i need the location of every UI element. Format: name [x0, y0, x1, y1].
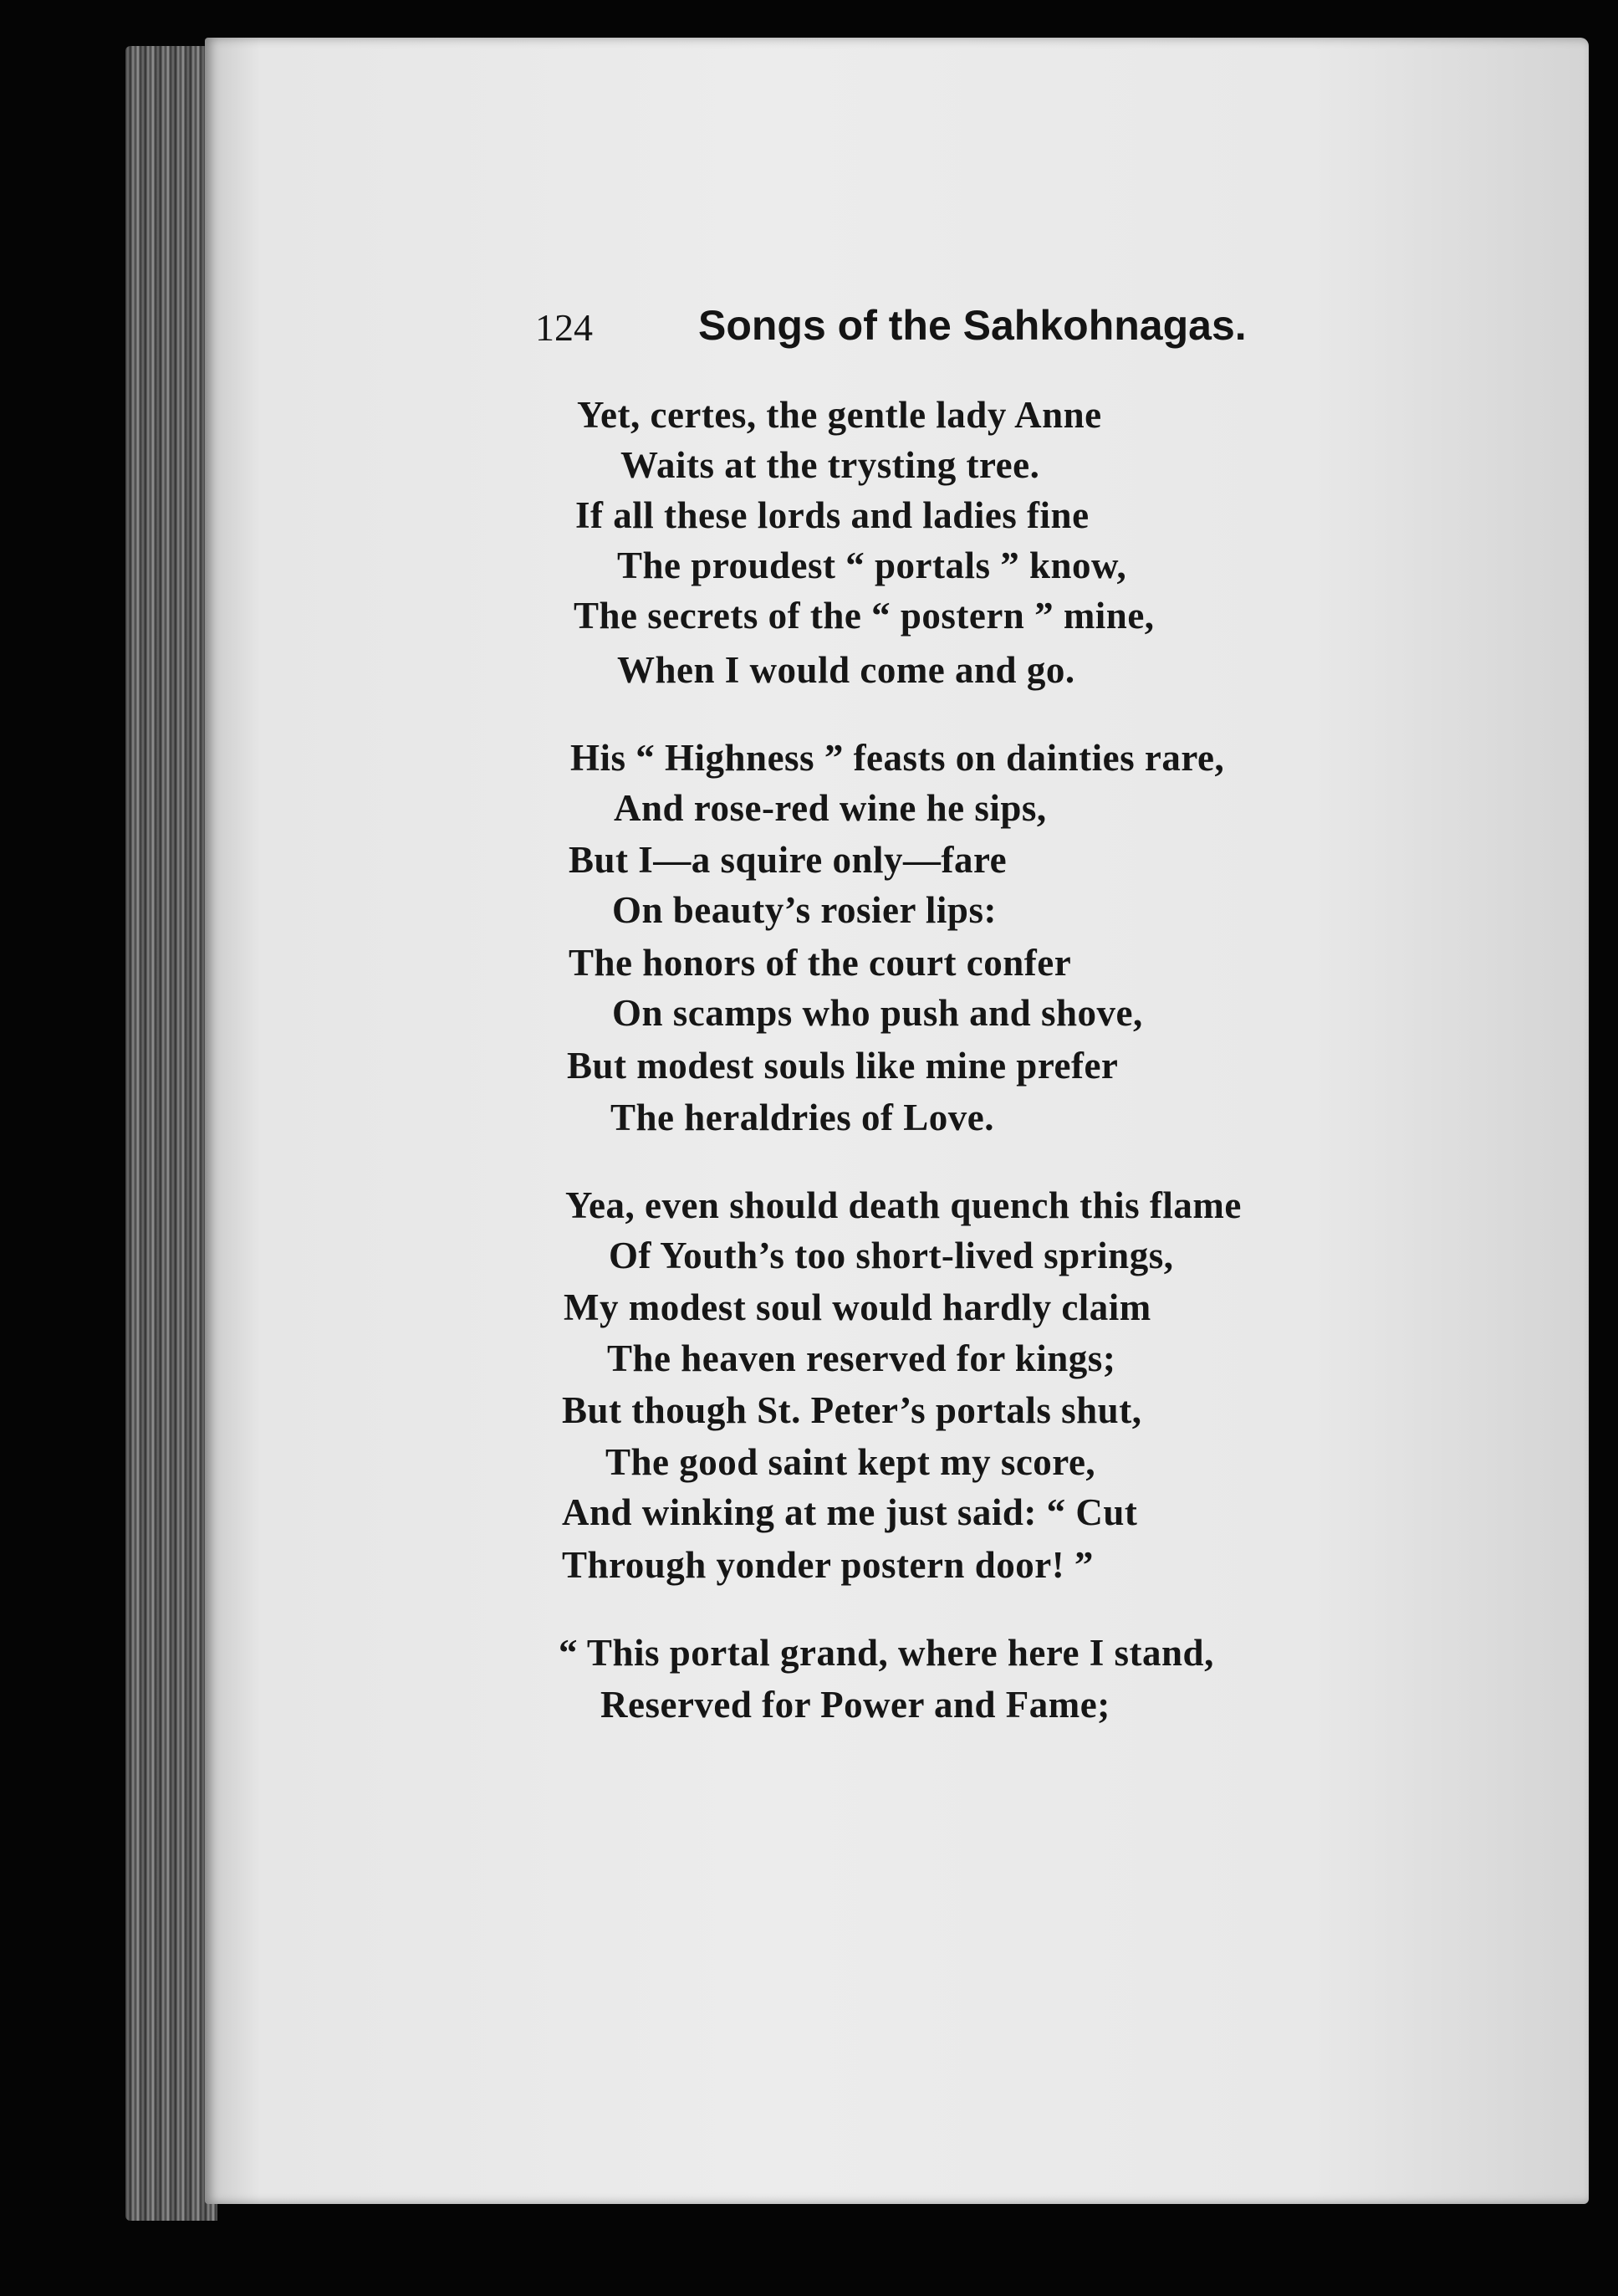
book-binding-edge [125, 46, 217, 2221]
poem-line: Of Youth’s too short-lived springs, [609, 1235, 1174, 1276]
poem-line: But though St. Peter’s portals shut, [562, 1389, 1142, 1431]
poem-line: Reserved for Power and Fame; [600, 1684, 1110, 1726]
poem-line: The proudest “ portals ” know, [617, 545, 1127, 586]
poem-line: The heaven reserved for kings; [607, 1337, 1116, 1379]
running-title: Songs of the Sahkohnagas. [698, 302, 1247, 349]
poem-line: Yet, certes, the gentle lady Anne [577, 394, 1102, 436]
poem-line: Waits at the trysting tree. [620, 444, 1040, 486]
poem-line: Yea, even should death quench this flame [565, 1184, 1242, 1226]
poem-line: The good saint kept my score, [605, 1441, 1096, 1483]
poem-line: The honors of the court confer [569, 942, 1072, 984]
poem-line: And winking at me just said: “ Cut [562, 1491, 1138, 1533]
poem-line: When I would come and go. [617, 649, 1075, 691]
poem-line: On scamps who push and shove, [612, 992, 1143, 1034]
poem-line: But I—a squire only—fare [569, 839, 1008, 881]
poem-line: “ This portal grand, where here I stand, [559, 1632, 1214, 1674]
poem-line: And rose-red wine he sips, [614, 787, 1047, 829]
poem-line: On beauty’s rosier lips: [612, 889, 997, 931]
poem-line: My modest soul would hardly claim [564, 1286, 1151, 1328]
poem-line: His “ Highness ” feasts on dainties rare, [570, 737, 1225, 779]
poem-line: Through yonder postern door! ” [562, 1544, 1094, 1586]
poem-line: The heraldries of Love. [610, 1097, 994, 1138]
poem-line: The secrets of the “ postern ” mine, [574, 595, 1155, 637]
page-number: 124 [535, 306, 593, 349]
poem-line: But modest souls like mine prefer [567, 1045, 1119, 1087]
poem-line: If all these lords and ladies fine [575, 494, 1090, 536]
